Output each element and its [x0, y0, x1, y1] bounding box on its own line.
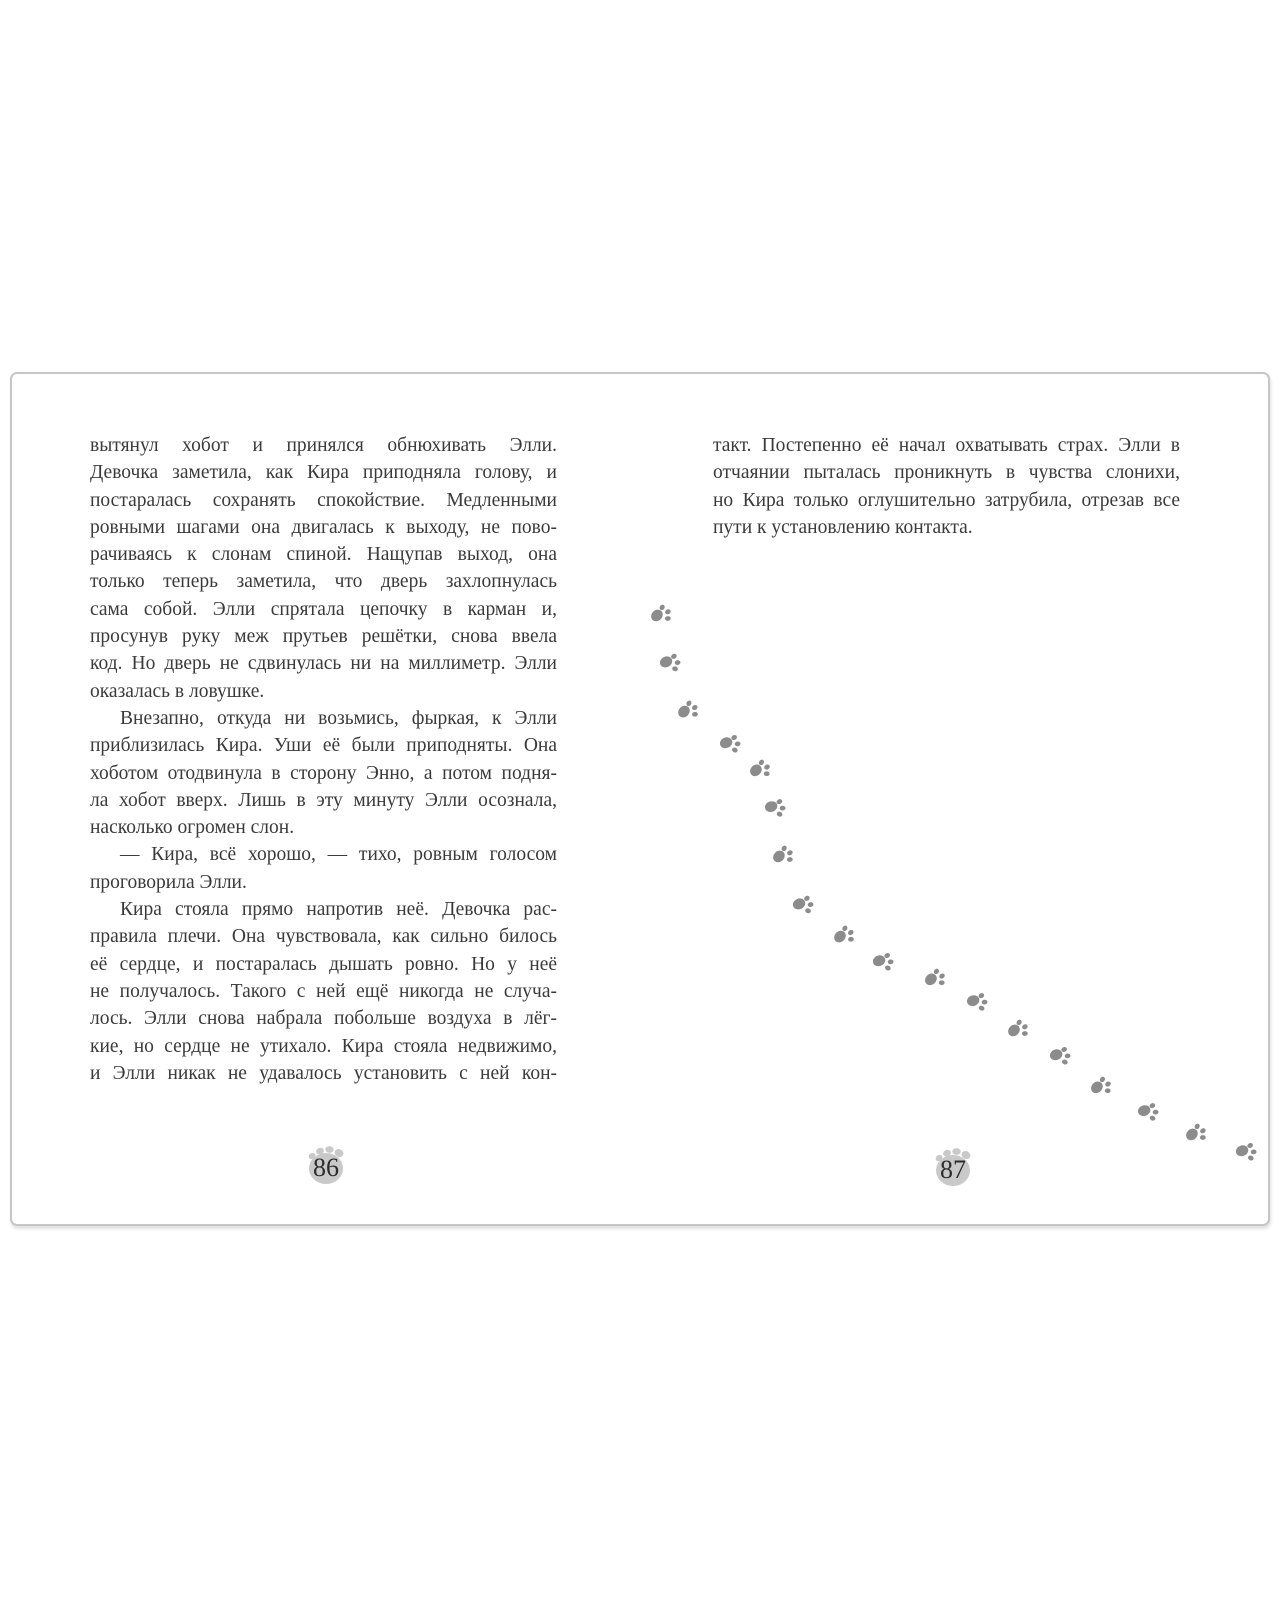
text-line: Девочка заметила, как Кира приподняла голову, и	[90, 462, 557, 484]
text-line: сама собой. Элли спрятала цепочку в карман и,	[90, 598, 557, 620]
text-line: вытянул хобот и принялся обнюхивать Элли.	[90, 435, 557, 456]
text-line: пути к установлению контакта.	[713, 516, 973, 538]
text-line: просунув руку меж прутьев решётки, снова ввела	[90, 626, 557, 648]
text-line: хоботом отодвинула в сторону Энно, а потом подня-	[90, 762, 557, 784]
right-page-text	[713, 432, 1180, 541]
text-line: оказалась в ловушке.	[90, 680, 265, 702]
text-line: — Кира, всё хорошо, — тихо, ровным голосом	[120, 844, 557, 866]
text-line: Кира стояла прямо напротив неё. Девочка рас-	[120, 899, 557, 921]
text-line: рачиваясь к слонам спиной. Нащупав выход, она	[90, 544, 557, 566]
text-line: но Кира только оглушительно затрубила, отрезав все	[713, 489, 1180, 511]
page-number-badge-left	[303, 1140, 349, 1186]
text-line: кие, но сердце не утихало. Кира стояла недвижимо,	[90, 1035, 557, 1057]
text-line: не получалось. Такого с ней ещё никогда не случа-	[90, 980, 557, 1002]
text-line: только теперь заметила, что дверь захлопнулась	[90, 571, 557, 593]
left-page-text	[90, 432, 557, 1087]
text-line: такт. Постепенно её начал охватывать страх. Элли в	[713, 435, 1180, 456]
text-line: постаралась сохранять спокойствие. Медленными	[90, 489, 557, 511]
text-line: проговорила Элли.	[90, 871, 247, 893]
text-line: правила плечи. Она чувствовала, как сильно билось	[90, 926, 557, 948]
text-line: Внезапно, откуда ни возьмись, фыркая, к Элли	[120, 707, 557, 729]
text-line: приблизилась Кира. Уши её были приподняты. Она	[90, 735, 557, 757]
text-line: насколько огромен слон.	[90, 817, 295, 839]
text-line: код. Но дверь не сдвинулась ни на миллиметр. Элли	[90, 653, 557, 675]
text-line: ровными шагами она двигалась к выходу, не пово-	[90, 516, 557, 538]
text-line: лось. Элли снова набрала побольше воздуха в лёг-	[90, 1008, 557, 1030]
page-number: 86	[313, 1153, 339, 1182]
page-number: 87	[940, 1155, 966, 1184]
text-line: отчаянии пыталась проникнуть в чувства слонихи,	[713, 462, 1180, 484]
text-line: её сердце, и постаралась дышать ровно. Но у неё	[90, 953, 557, 975]
page-number-badge-right	[930, 1142, 976, 1188]
text-line: ла хобот вверх. Лишь в эту минуту Элли осознала,	[90, 789, 557, 811]
text-line: и Элли никак не удавалось установить с ней кон-	[90, 1062, 557, 1084]
